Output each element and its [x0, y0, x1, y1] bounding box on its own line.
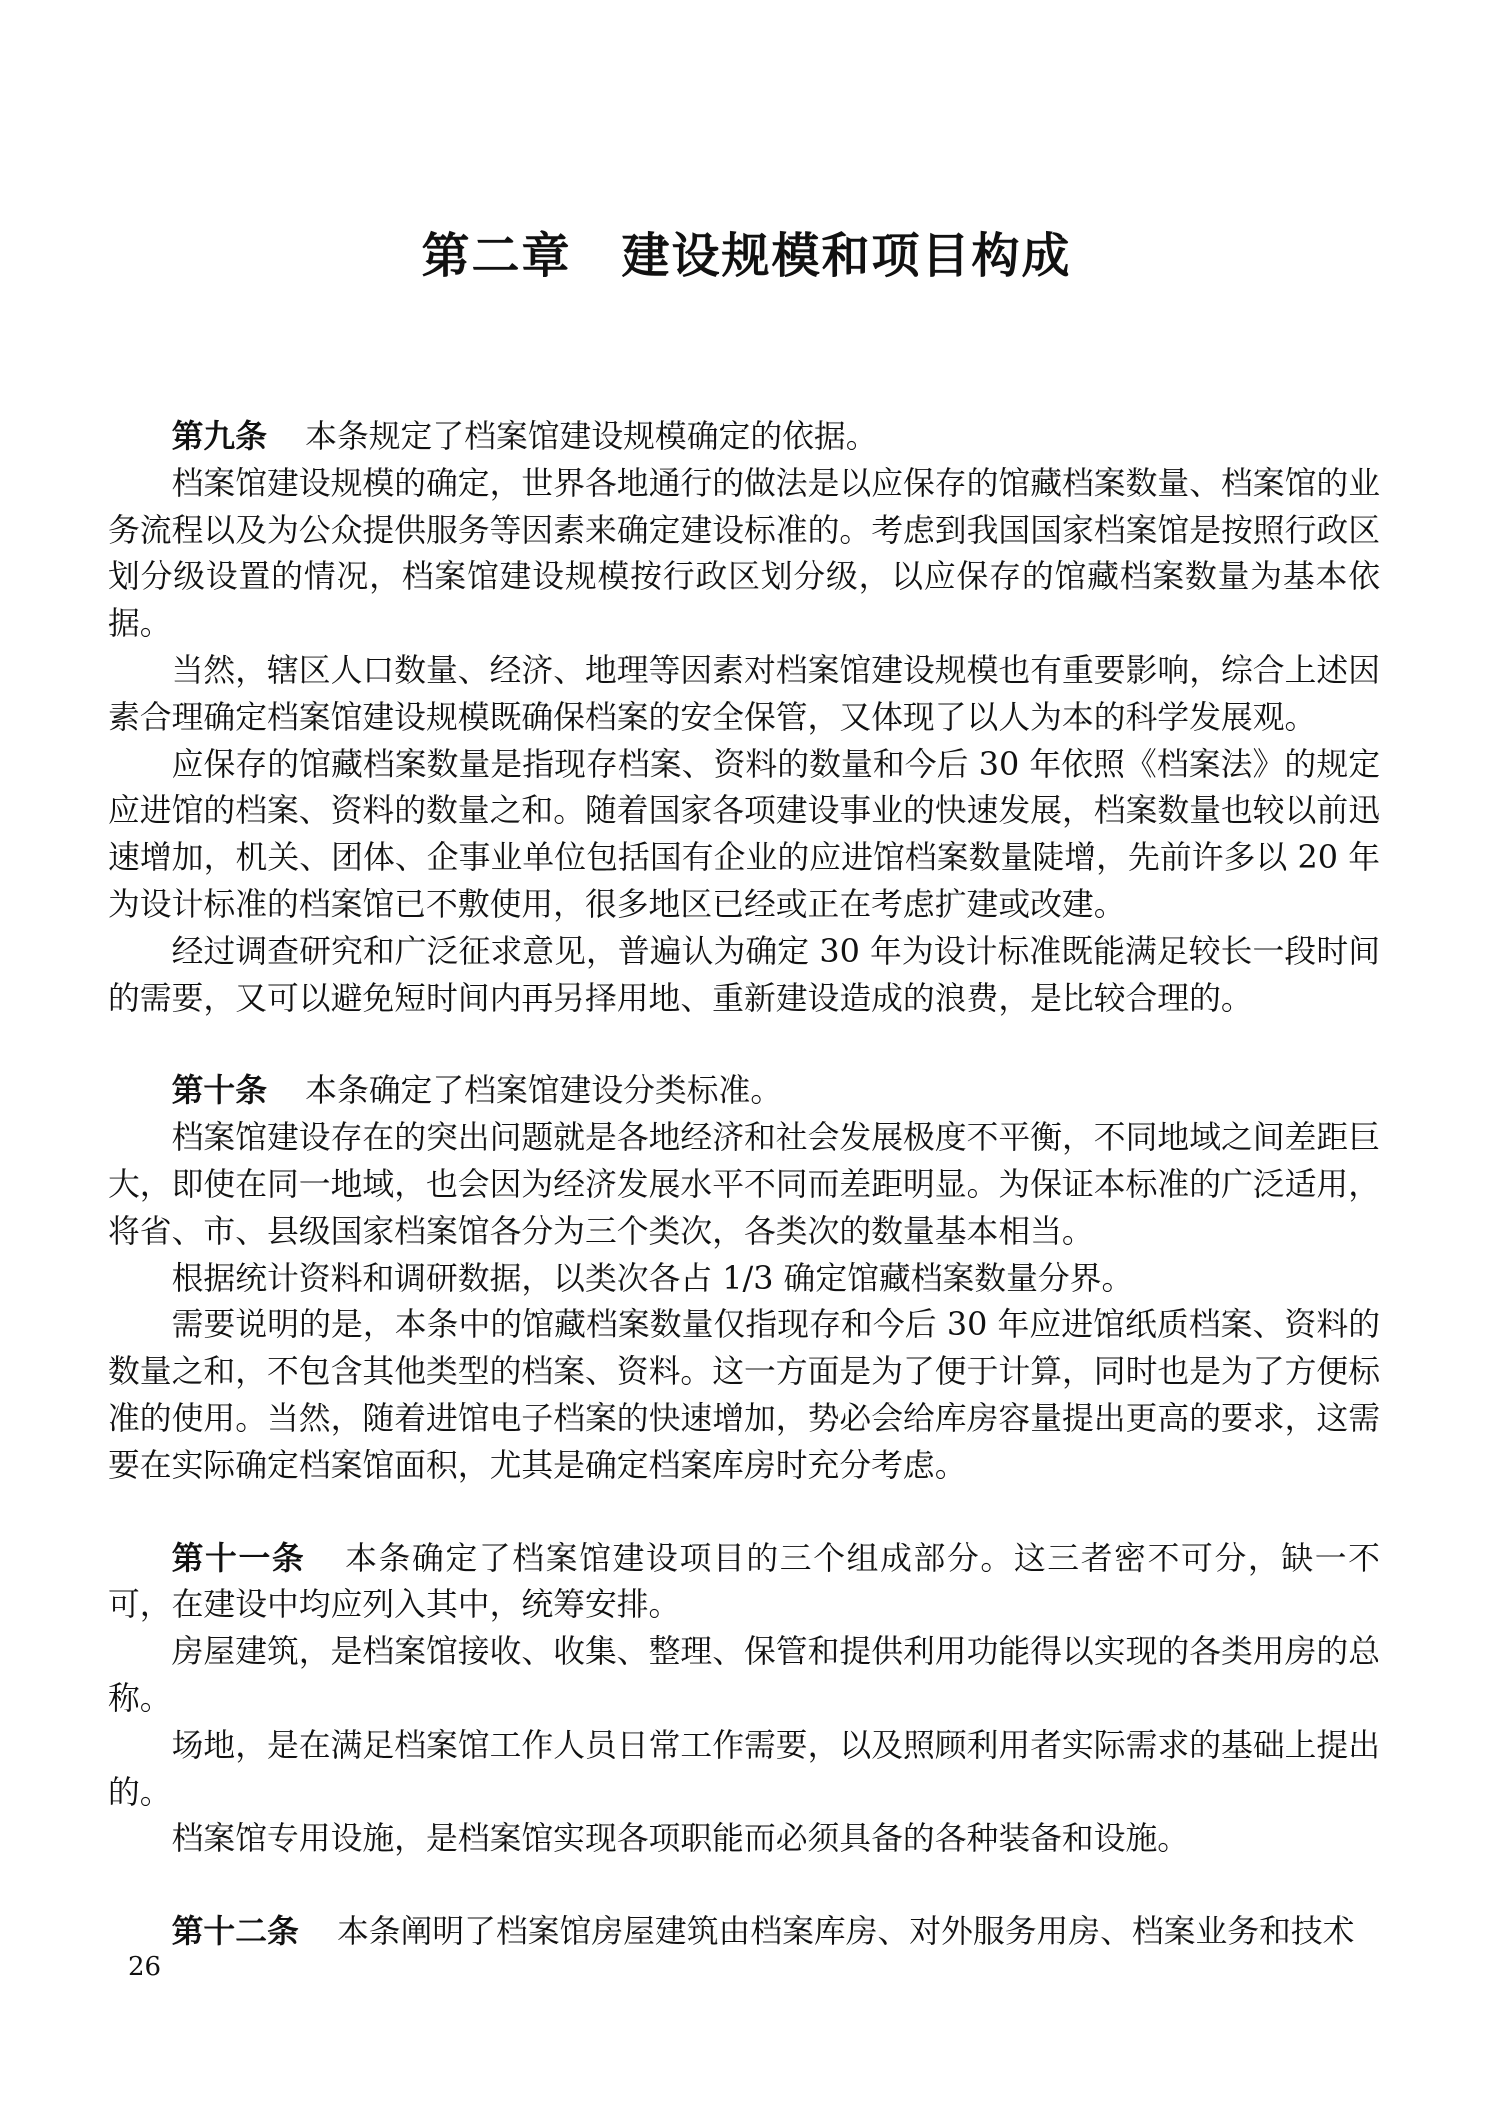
paragraph: 档案馆建设规模的确定，世界各地通行的做法是以应保存的馆藏档案数量、档案馆的业务流程以及为公众提供服务等因素来确定建设标准的。考虑到我国国家档案馆是按照行政区划分级设置的情况，档案馆建设规模按行政区划分级，以应保存的馆藏档案数量为基本依据。 [108, 464, 1380, 643]
paragraph: 档案馆建设存在的突出问题就是各地经济和社会发展极度不平衡，不同地域之间差距巨大，即使在同一地域，也会因为经济发展水平不同而差距明显。为保证本标准的广泛适用，将省、市、县级国家档案馆各分为三个类次，各类次的数量基本相当。 [108, 1119, 1380, 1250]
article-number: 第十二条 [171, 1913, 299, 1951]
article-9-heading [108, 414, 1380, 461]
paragraph: 根据统计资料和调研数据，以类次各占 1/3 确定馆藏档案数量分界。 [171, 1259, 1134, 1297]
article-number: 第九条 [171, 418, 267, 455]
article-summary: 本条规定了档案馆建设规模确定的依据。 [305, 418, 878, 455]
paragraph: 场地，是在满足档案馆工作人员日常工作需要，以及照顾利用者实际需求的基础上提出的。 [108, 1726, 1380, 1811]
article-summary: 本条阐明了档案馆房屋建筑由档案库房、对外服务用房、档案业务和技术 [336, 1913, 1355, 1951]
paragraph: 需要说明的是，本条中的馆藏档案数量仅指现存和今后 30 年应进馆纸质档案、资料的数量之和，不包含其他类型的档案、资料。这一方面是为了便于计算，同时也是为了方便标准的使用。当然，随着进馆电子档案的快速增加，势必会给库房容量提出更高的要求，这需要在实际确定档案馆面积，尤其是确定档案库房时充分考虑。 [108, 1306, 1380, 1484]
paragraph: 房屋建筑，是档案馆接收、收集、整理、保管和提供利用功能得以实现的各类用房的总称。 [108, 1633, 1380, 1717]
paragraph: 当然，辖区人口数量、经济、地理等因素对档案馆建设规模也有重要影响，综合上述因素合理确定档案馆建设规模既确保档案的安全保管，又体现了以人为本的科学发展观。 [108, 651, 1380, 736]
article-summary: 本条确定了档案馆建设分类标准。 [305, 1072, 783, 1110]
article-number: 第十条 [171, 1072, 267, 1110]
article-12-heading [108, 1909, 1380, 1956]
article-10-heading [108, 1068, 1380, 1115]
article-11-heading [108, 1536, 1380, 1630]
paragraph: 档案馆专用设施，是档案馆实现各项职能而必须具备的各种装备和设施。 [171, 1820, 1190, 1858]
chapter-title: 第二章 建设规模和项目构成 [421, 228, 1072, 284]
article-number: 第十一条 [171, 1539, 306, 1577]
page-number: 26 [128, 1952, 162, 1982]
paragraph: 应保存的馆藏档案数量是指现存档案、资料的数量和今后 30 年依照《档案法》的规定应进馆的档案、资料的数量之和。随着国家各项建设事业的快速发展，档案数量也较以前迅速增加，机关、团体、企事业单位包括国有企业的应进馆档案数量陡增，先前许多以 20 年为设计标准的档案馆已不敷使用，很多地区已经或正在考虑扩建或改建。 [108, 745, 1380, 923]
document-body [108, 414, 1380, 1956]
article-summary: 本条确定了档案馆建设项目的三个组成部分。这三者密不可分，缺一不可，在建设中均应列入其中，统筹安排。 [108, 1539, 1380, 1624]
paragraph: 经过调查研究和广泛征求意见，普遍认为确定 30 年为设计标准既能满足较长一段时间的需要，又可以避免短时间内再另择用地、重新建设造成的浪费，是比较合理的。 [108, 932, 1380, 1017]
